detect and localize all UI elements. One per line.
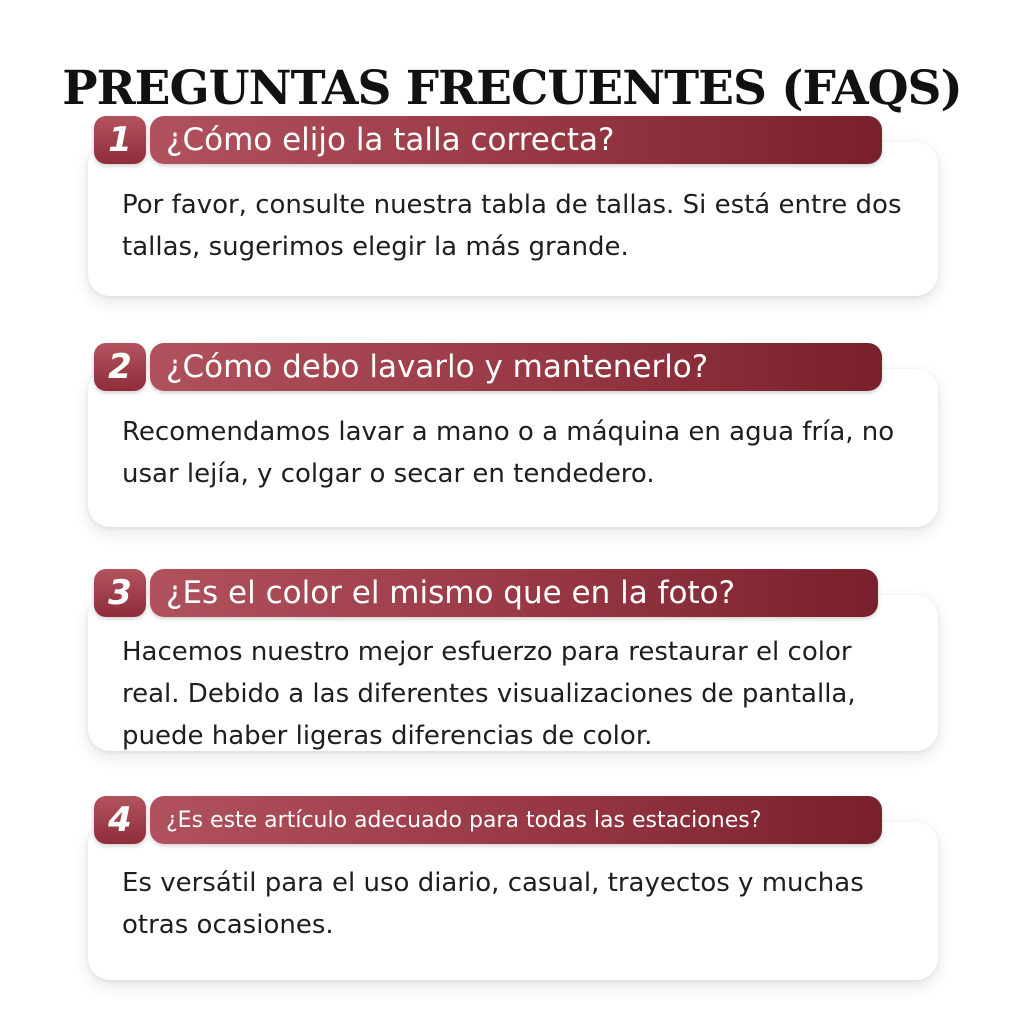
number-badge: 4 [94,796,146,844]
answer-text: Recomendamos lavar a mano o a máquina en agua fría, no usar lejía, y colgar o secar en tendedero. [122,417,895,489]
faq-item-1 [88,116,938,296]
page-title: PREGUNTAS FRECUENTES (FAQS) [62,61,962,117]
answer-card [88,822,938,980]
faq-item-3 [88,569,938,751]
answer-card [88,369,938,527]
answer-card [88,142,938,296]
answer-card [88,595,938,751]
question-bar[interactable]: ¿Es este artículo adecuado para todas las estaciones? [150,796,882,844]
faq-item-2 [88,343,938,527]
answer-text: Es versátil para el uso diario, casual, trayectos y muchas otras ocasiones. [122,868,864,940]
faq-item-4 [88,796,938,980]
question-bar[interactable]: ¿Cómo elijo la talla correcta? [150,116,882,164]
answer-text: Por favor, consulte nuestra tabla de tallas. Si está entre dos tallas, sugerimos elegir la más grande. [122,190,902,262]
question-bar[interactable]: ¿Es el color el mismo que en la foto? [150,569,878,617]
answer-text: Hacemos nuestro mejor esfuerzo para restaurar el color real. Debido a las diferentes visualizaciones de pantalla, puede haber ligeras diferencias de color. [122,637,856,751]
question-bar[interactable]: ¿Cómo debo lavarlo y mantenerlo? [150,343,882,391]
number-badge: 3 [94,569,146,617]
number-badge: 1 [94,116,146,164]
number-badge: 2 [94,343,146,391]
